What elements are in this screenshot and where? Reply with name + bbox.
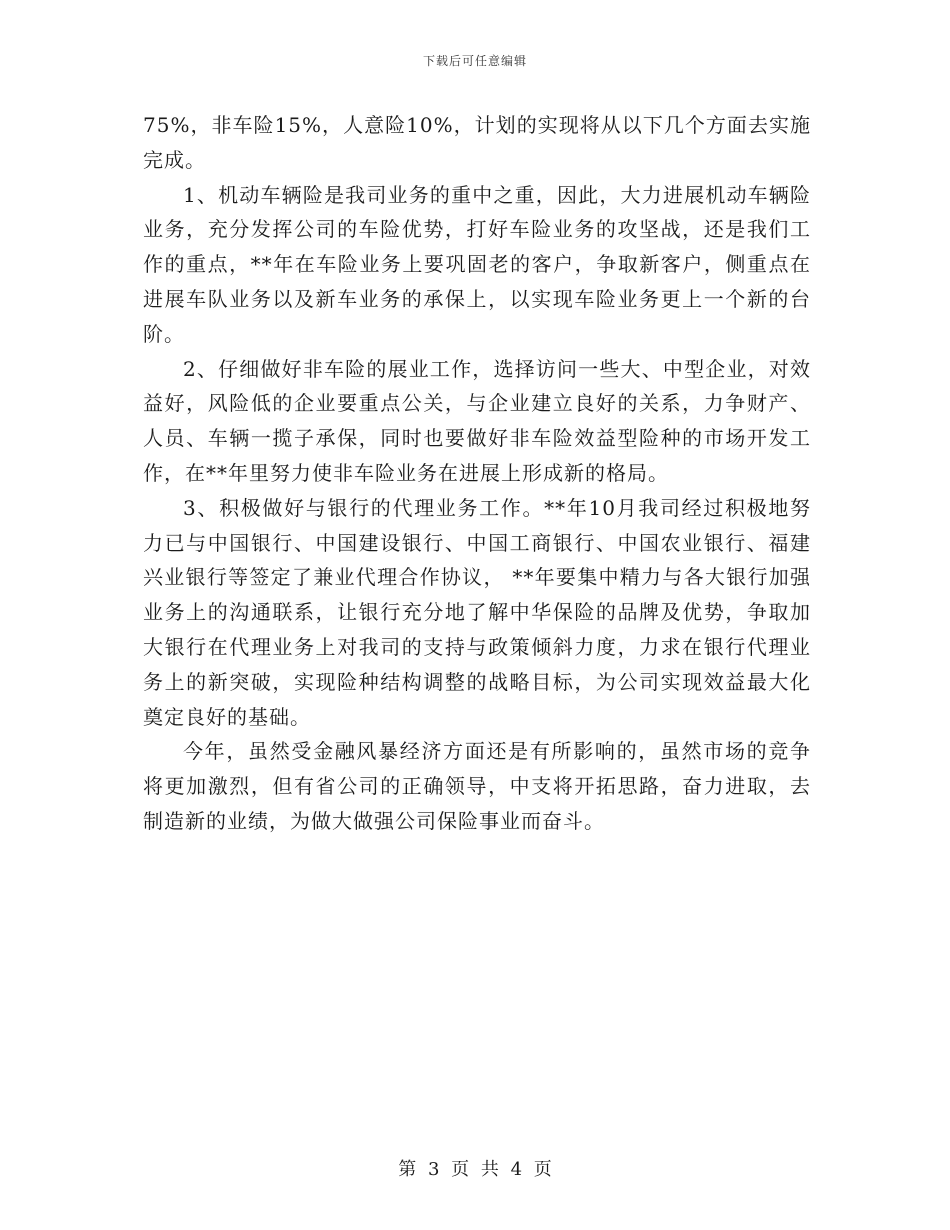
page-number: 第 3 页 共 4 页 xyxy=(398,1159,552,1180)
paragraph-item-2: 2、仔细做好非车险的展业工作，选择访问一些大、中型企业，对效益好，风险低的企业要重点公关，与企业建立良好的关系，力争财产、人员、车辆一揽子承保，同时也要做好非车险效益型险种的市场开发工作，在**年里努力使非车险业务在进展上形成新的格局。 xyxy=(143,356,811,485)
paragraph-conclusion: 今年，虽然受金融风暴经济方面还是有所影响的，虽然市场的竞争将更加激烈，但有省公司的正确领导，中支将开拓思路，奋力进取，去制造新的业绩，为做大做强公司保险事业而奋斗。 xyxy=(143,739,811,833)
document-body xyxy=(143,108,811,839)
paragraph-item-1: 1、机动车辆险是我司业务的重中之重，因此，大力进展机动车辆险业务，充分发挥公司的车险优势，打好车险业务的攻坚战，还是我们工作的重点，**年在车险业务上要巩固老的客户，争取新客户，侧重点在进展车队业务以及新车业务的承保上，以实现车险业务更上一个新的台阶。 xyxy=(143,182,811,346)
paragraph-continuation: 75%，非车险15%，人意险10%，计划的实现将从以下几个方面去实施完成。 xyxy=(143,113,811,172)
header-note: 下载后可任意编辑 xyxy=(422,54,527,68)
paragraph-item-3: 3、积极做好与银行的代理业务工作。**年10月我司经过积极地努力已与中国银行、中国建设银行、中国工商银行、中国农业银行、福建兴业银行等签定了兼业代理合作协议， **年要集中精力与各大银行加强业务上的沟通联系，让银行充分地了解中华保险的品牌及优势，争取加大银行在代理业务上对我司的支持与政策倾斜力度，力求在银行代理业务上的新突破，实现险种结构调整的战略目标，为公司实现效益最大化奠定良好的基础。 xyxy=(143,495,811,729)
